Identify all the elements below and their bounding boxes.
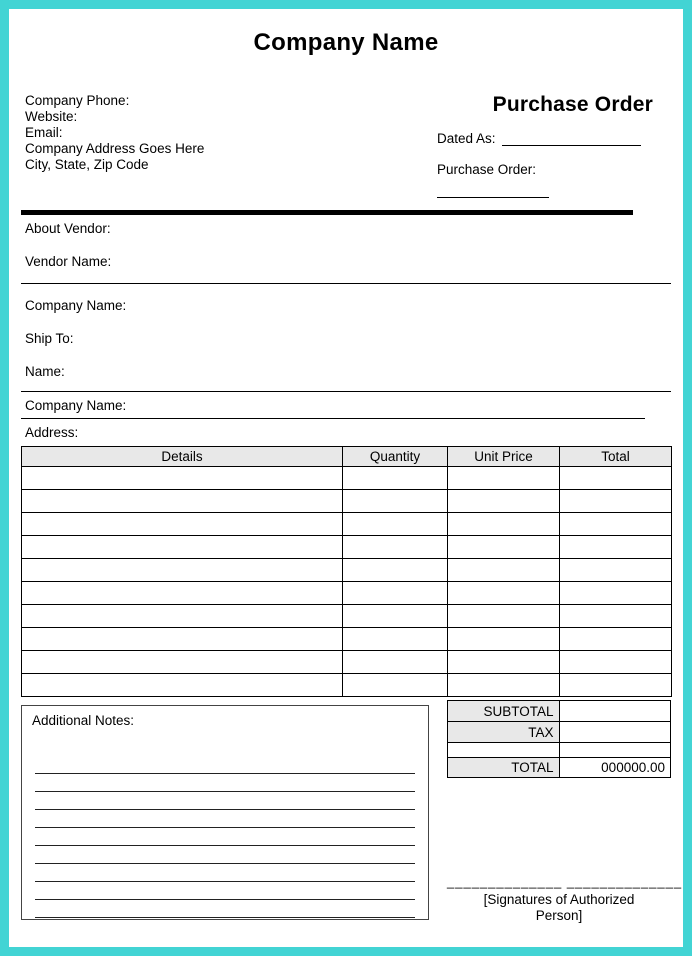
- dated-as-field[interactable]: [502, 131, 641, 146]
- ship-to-name-label: Name:: [25, 364, 65, 379]
- ship-to-label: Ship To:: [25, 331, 74, 346]
- table-cell[interactable]: [448, 536, 560, 559]
- table-row: [22, 674, 672, 697]
- tax-value-cell[interactable]: [559, 722, 670, 743]
- table-cell[interactable]: [343, 467, 448, 490]
- details-column-header: Details: [22, 447, 343, 467]
- table-cell[interactable]: [22, 628, 343, 651]
- table-cell[interactable]: [560, 513, 672, 536]
- table-cell[interactable]: [343, 513, 448, 536]
- subtotal-label: SUBTOTAL: [448, 701, 560, 722]
- table-cell[interactable]: [560, 467, 672, 490]
- notes-lines: [32, 756, 418, 918]
- table-cell[interactable]: [343, 536, 448, 559]
- po-number-label: Purchase Order:: [437, 162, 537, 177]
- table-cell[interactable]: [343, 605, 448, 628]
- table-row: [22, 628, 672, 651]
- additional-notes-box: [21, 705, 429, 920]
- table-cell[interactable]: [448, 628, 560, 651]
- table-cell[interactable]: [560, 490, 672, 513]
- table-cell[interactable]: [560, 605, 672, 628]
- ship-to-name-field[interactable]: [21, 391, 671, 392]
- subtotal-value-cell[interactable]: [559, 701, 670, 722]
- table-cell[interactable]: [343, 651, 448, 674]
- table-cell[interactable]: [22, 536, 343, 559]
- table-cell[interactable]: [22, 651, 343, 674]
- note-line[interactable]: [35, 810, 415, 828]
- table-cell[interactable]: [448, 674, 560, 697]
- about-vendor-label: About Vendor:: [25, 221, 111, 236]
- table-cell[interactable]: [448, 467, 560, 490]
- po-number-field[interactable]: [437, 183, 549, 198]
- address-label: Address:: [25, 425, 79, 440]
- table-cell[interactable]: [448, 605, 560, 628]
- additional-notes-label: Additional Notes:: [32, 713, 135, 728]
- table-cell[interactable]: [448, 651, 560, 674]
- vendor-name-field[interactable]: [21, 283, 671, 284]
- table-cell[interactable]: [343, 559, 448, 582]
- table-row: [22, 605, 672, 628]
- table-row: [22, 582, 672, 605]
- summary-spacer-row: [448, 743, 671, 758]
- total-label: TOTAL: [448, 758, 560, 778]
- purchase-order-block: [437, 93, 671, 198]
- ship-to-company-name-label: Company Name:: [25, 398, 127, 413]
- note-line[interactable]: [35, 828, 415, 846]
- company-name-title: Company Name: [253, 29, 439, 56]
- tax-label: TAX: [448, 722, 560, 743]
- dated-as-row: [437, 131, 671, 146]
- document-title: Purchase Order: [492, 93, 653, 116]
- table-cell[interactable]: [22, 582, 343, 605]
- table-cell[interactable]: [448, 490, 560, 513]
- total-column-header: Total: [560, 447, 672, 467]
- tax-row: [448, 722, 671, 743]
- table-row: [22, 651, 672, 674]
- table-row: [22, 536, 672, 559]
- table-cell[interactable]: [560, 628, 672, 651]
- note-line[interactable]: [35, 774, 415, 792]
- bottom-section: [21, 700, 683, 924]
- ship-to-company-name-field[interactable]: [21, 418, 645, 419]
- items-table-header-row: [22, 447, 672, 467]
- table-cell[interactable]: [560, 674, 672, 697]
- table-cell[interactable]: [560, 536, 672, 559]
- spacer-cell: [559, 743, 670, 758]
- table-cell[interactable]: [448, 582, 560, 605]
- quantity-column-header: Quantity: [343, 447, 448, 467]
- company-address-line: Company Address Goes Here: [25, 141, 205, 156]
- table-row: [22, 513, 672, 536]
- table-cell[interactable]: [448, 559, 560, 582]
- items-table-body: [22, 467, 672, 697]
- spacer-cell: [448, 743, 560, 758]
- table-cell[interactable]: [22, 559, 343, 582]
- section-divider: [21, 210, 633, 215]
- note-line[interactable]: [35, 792, 415, 810]
- company-info-block: [25, 93, 204, 198]
- company-phone-label: Company Phone:: [25, 93, 130, 108]
- summary-and-signature-column: [447, 700, 683, 924]
- note-line[interactable]: [35, 756, 415, 774]
- note-line[interactable]: [35, 900, 415, 918]
- total-value-cell[interactable]: 000000.00: [559, 758, 670, 778]
- signature-line[interactable]: ______________ ______________: [447, 874, 683, 889]
- total-row: [448, 758, 671, 778]
- summary-table: [447, 700, 671, 778]
- table-cell[interactable]: [560, 651, 672, 674]
- table-cell[interactable]: [448, 513, 560, 536]
- table-row: [22, 467, 672, 490]
- city-state-zip-line: City, State, Zip Code: [25, 157, 149, 172]
- subtotal-row: [448, 701, 671, 722]
- table-cell[interactable]: [22, 674, 343, 697]
- vendor-name-label: Vendor Name:: [25, 254, 112, 269]
- note-line[interactable]: [35, 882, 415, 900]
- website-label: Website:: [25, 109, 78, 124]
- table-cell[interactable]: [343, 490, 448, 513]
- table-cell[interactable]: [22, 605, 343, 628]
- table-cell[interactable]: [560, 559, 672, 582]
- unit-price-column-header: Unit Price: [448, 447, 560, 467]
- signature-caption: [Signatures of Authorized Person]: [483, 892, 635, 923]
- email-label: Email:: [25, 125, 63, 140]
- table-cell[interactable]: [343, 674, 448, 697]
- table-row: [22, 559, 672, 582]
- vendor-company-name-label: Company Name:: [25, 298, 127, 313]
- table-cell[interactable]: [560, 582, 672, 605]
- table-cell[interactable]: [22, 513, 343, 536]
- table-cell[interactable]: [22, 467, 343, 490]
- dated-as-label: Dated As:: [437, 131, 496, 146]
- header-section: [21, 93, 671, 198]
- table-row: [22, 490, 672, 513]
- note-line[interactable]: [35, 864, 415, 882]
- table-cell[interactable]: [343, 628, 448, 651]
- note-line[interactable]: [35, 846, 415, 864]
- table-cell[interactable]: [22, 490, 343, 513]
- signature-block: [447, 874, 683, 924]
- items-table: [21, 446, 672, 697]
- table-cell[interactable]: [343, 582, 448, 605]
